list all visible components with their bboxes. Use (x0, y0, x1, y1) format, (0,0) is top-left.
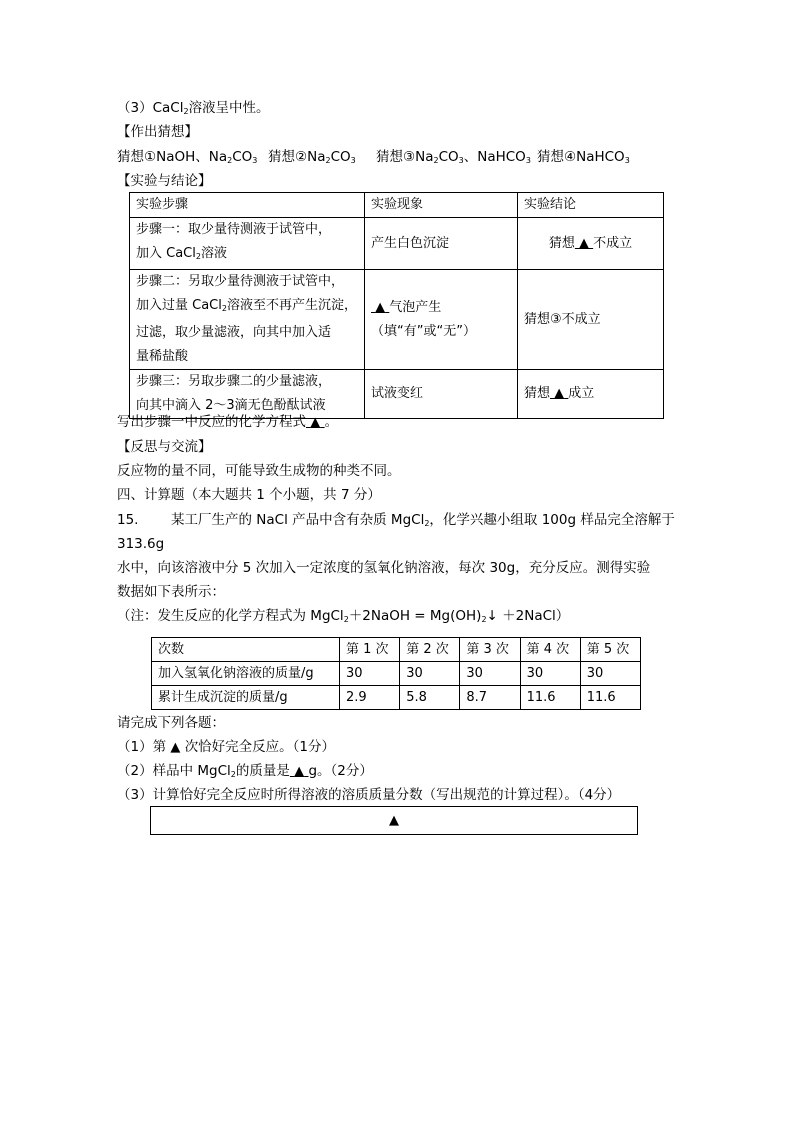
question-15-line-1: 某工厂生产的 NaCl 产品中含有杂质 MgCl$_2$，化学兴趣小组取 100g 样品完全溶解于 (171, 512, 675, 528)
value-cell: 5.8 (400, 686, 460, 710)
answer-blank[interactable]: ▲ (554, 386, 565, 401)
answer-blank[interactable]: ▲ (170, 740, 181, 755)
question-15-line-2: 313.6g (117, 536, 165, 552)
phenomenon-cell: ▲ 气泡产生 （填“有”或“无”） (365, 270, 518, 370)
value-cell: 30 (400, 662, 460, 686)
value-cell: 30 (580, 662, 640, 686)
value-cell: 11.6 (520, 686, 580, 710)
row-label: 累计生成沉淀的质量/g (152, 686, 340, 710)
header-cell: 第 2 次 (400, 638, 460, 662)
table-row (130, 218, 664, 270)
conclusion-cell: 猜想 ▲ 不成立 (518, 218, 664, 270)
step-cell: 步骤一：取少量待测液于试管中， 加入 CaCl$_2$溶液 (130, 218, 365, 270)
header-step: 实验步骤 (130, 193, 365, 218)
hypothesis-4: 猜想④NaHCO$_3$ (537, 149, 630, 165)
conclusion-cell: 猜想③不成立 (518, 270, 664, 370)
header-cell: 第 3 次 (460, 638, 520, 662)
blank-marker-icon: ▲ (389, 813, 399, 828)
sub-question-3: （3）计算恰好完全反应时所得溶液的溶质质量分数（写出规范的计算过程）。（4分） (117, 787, 621, 803)
hypothesis-3: 猜想$③Na_2CO_3$、NaHCO$_3$ (376, 149, 531, 165)
header-phenomenon: 实验现象 (365, 193, 518, 218)
header-cell: 第 5 次 (580, 638, 640, 662)
header-cell: 次数 (152, 638, 340, 662)
reaction-note: （注：发生反应的化学方程式为 MgCl$_2$＋2NaOH = $Mg(OH)_2↓$ ＋2NaCl） (117, 608, 570, 624)
value-cell: 11.6 (580, 686, 640, 710)
data-table (151, 637, 641, 710)
answer-blank[interactable]: ▲ (579, 235, 589, 251)
row-label: 加入氢氧化钠溶液的质量/g (152, 662, 340, 686)
question-15-line-3: 水中，向该溶液中分 5 次加入一定浓度的氢氧化钠溶液，每次 30g，充分反应。测得实验 (117, 560, 651, 576)
table-row (130, 270, 664, 370)
value-cell: 30 (340, 662, 400, 686)
instructions: 请完成下列各题： (117, 715, 225, 731)
reflection-text: 反应物的量不同，可能导致生成物的种类不同。 (117, 463, 401, 479)
header-cell: 第 4 次 (520, 638, 580, 662)
heading-hypothesis: 【作出猜想】 (117, 124, 198, 140)
header-cell: 第 1 次 (340, 638, 400, 662)
table-header-row (130, 193, 664, 218)
answer-box[interactable] (150, 806, 638, 835)
intro-line-3: （3）CaCl$_2$溶液呈中性。 (117, 100, 270, 116)
table-header-row (152, 638, 641, 662)
table-row (152, 662, 641, 686)
conclusion-cell: 猜想 ▲ 成立 (518, 370, 664, 419)
answer-blank[interactable]: ▲ (294, 764, 305, 779)
heading-reflection: 【反思与交流】 (117, 439, 212, 455)
answer-blank[interactable]: ▲ (375, 299, 386, 315)
sub-question-1: （1）第 ▲ 次恰好完全反应。（1分） (117, 739, 336, 755)
sub-question-2: （2）样品中 MgCl$_2$的质量是 ▲ g。（2分） (117, 763, 373, 779)
question-15-line-4: 数据如下表所示： (117, 584, 225, 600)
experiment-table (129, 192, 664, 419)
header-conclusion: 实验结论 (518, 193, 664, 218)
value-cell: 30 (520, 662, 580, 686)
step-cell: 步骤二：另取少量待测液于试管中， 加入过量 CaCl$_2$溶液至不再产生沉淀， 过滤，取少量滤液，向其中加入适 量稀盐酸 (130, 270, 365, 370)
equation-prompt: 写出步骤一中反应的化学方程式 ▲ 。 (117, 414, 339, 430)
table-row (152, 686, 641, 710)
hypothesis-2: 猜想$②Na_2CO_3$ (268, 149, 356, 165)
heading-experiment: 【实验与结论】 (117, 173, 212, 189)
hypothesis-1: 猜想①NaOH、$Na_2CO_3$ (117, 149, 258, 165)
phenomenon-cell: 产生白色沉淀 (365, 218, 518, 270)
step-cell: 步骤三：另取步骤二的少量滤液， 向其中滴入 2～3滴无色酚酞试液 (130, 370, 365, 419)
value-cell: 30 (460, 662, 520, 686)
value-cell: 8.7 (460, 686, 520, 710)
section-title: 四、计算题（本大题共 1 个小题，共 7 分） (117, 487, 381, 503)
answer-blank[interactable]: ▲ (310, 415, 321, 430)
question-number: 15. (117, 512, 139, 528)
value-cell: 2.9 (340, 686, 400, 710)
phenomenon-cell: 试液变红 (365, 370, 518, 419)
